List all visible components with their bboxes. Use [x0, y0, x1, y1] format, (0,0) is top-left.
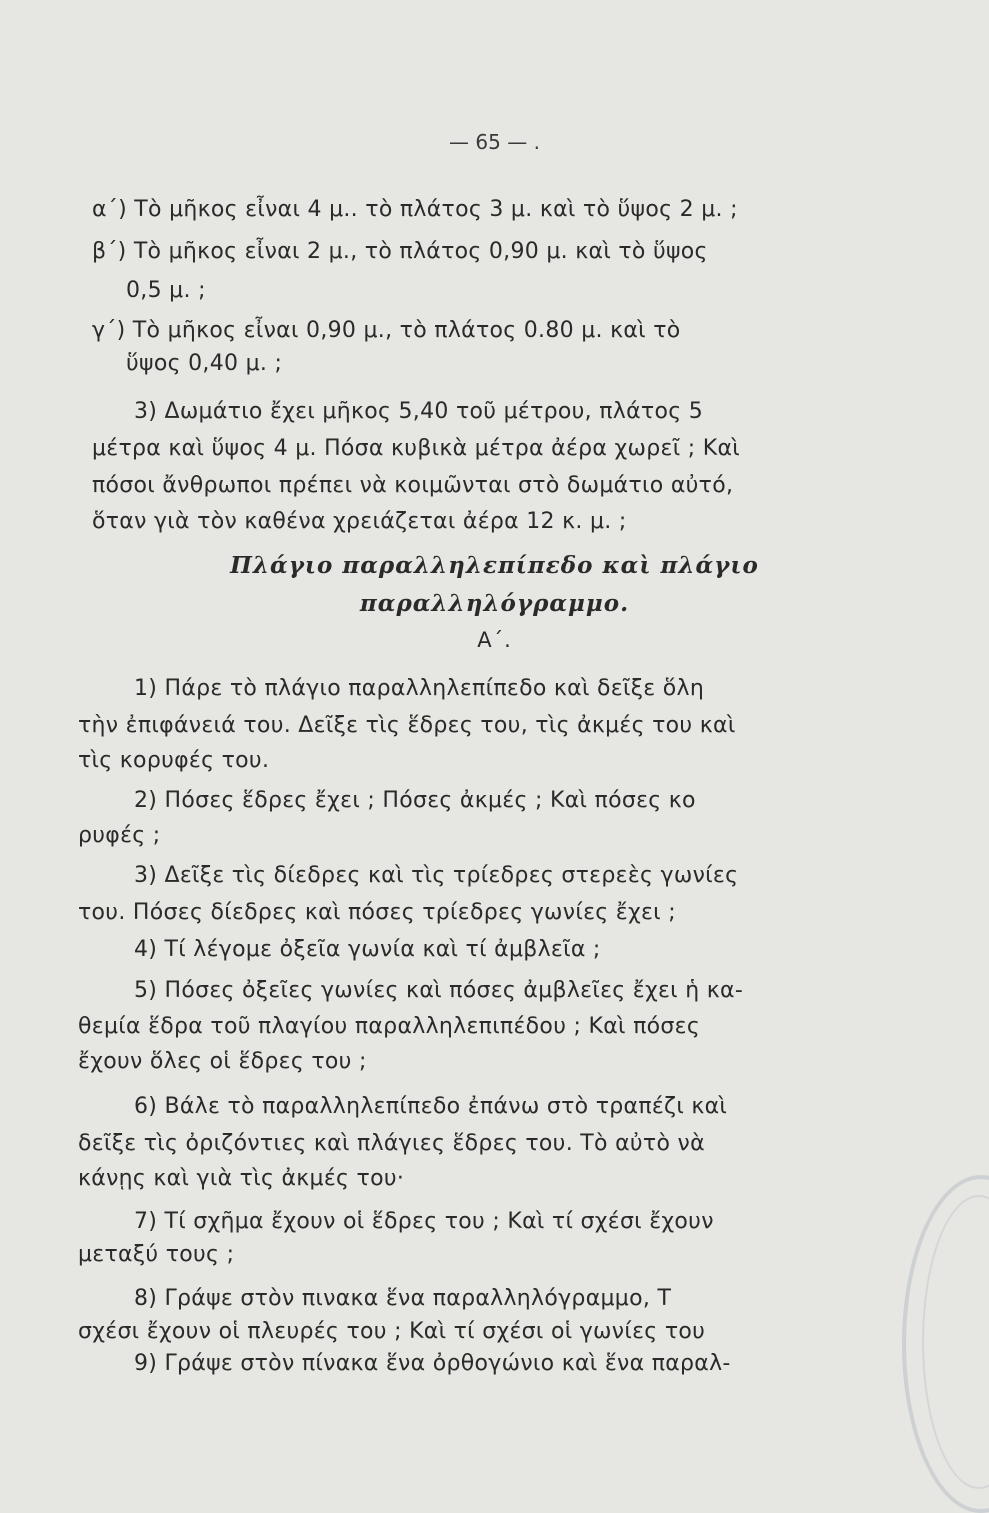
text-line: ὕψος 0,40 μ. ;	[126, 351, 283, 376]
text-line: σχέσι ἔχουν οἱ πλευρές του ; Καὶ τί σχέσι οἱ γωνίες του	[78, 1319, 706, 1344]
text-line: ἔχουν ὅλες οἱ ἕδρες του ;	[78, 1049, 367, 1074]
text-line: κάνῃς καὶ γιὰ τὶς ἀκμές του·	[78, 1166, 405, 1191]
text-line: 7) Τί σχῆμα ἔχουν οἱ ἕδρες του ; Καὶ τί σχέσι ἔχουν	[134, 1209, 714, 1234]
text-line: μέτρα καὶ ὕψος 4 μ. Πόσα κυβικὰ μέτρα ἀέρα χωρεῖ ; Καὶ	[92, 436, 741, 461]
text-line: ὅταν γιὰ τὸν καθένα χρειάζεται ἀέρα 12 κ. μ. ;	[92, 509, 627, 534]
text-line: δεῖξε τὶς ὀριζόντιες καὶ πλάγιες ἕδρες του. Τὸ αὐτὸ νὰ	[78, 1131, 705, 1156]
text-line: πόσοι ἄνθρωποι πρέπει νὰ κοιμῶνται στὸ δωμάτιο αὐτό,	[92, 473, 734, 498]
text-line: 2) Πόσες ἕδρες ἔχει ; Πόσες ἀκμές ; Καὶ πόσες κο	[134, 788, 696, 813]
text-line: θεμία ἕδρα τοῦ πλαγίου παραλληλεπιπέδου ; Καὶ πόσες	[78, 1014, 701, 1039]
text-line: τὶς κορυφές του.	[78, 748, 270, 773]
section-heading: Πλάγιο παραλληλεπίπεδο καὶ πλάγιο	[230, 552, 759, 579]
section-label: Α΄.	[477, 628, 512, 652]
page-number: — 65 — .	[449, 130, 540, 154]
text-line: τὴν ἐπιφάνειά του. Δεῖξε τὶς ἕδρες του, τὶς ἀκμές του καὶ	[78, 713, 736, 738]
text-line: μεταξύ τους ;	[78, 1242, 235, 1267]
text-line: του. Πόσες δίεδρες καὶ πόσες τρίεδρες γωνίες ἔχει ;	[78, 900, 676, 925]
text-line: β΄) Τὸ μῆκος εἶναι 2 μ., τὸ πλάτος 0,90 μ. καὶ τὸ ὕψος	[92, 239, 708, 264]
section-heading-continued: παραλληλόγραμμο.	[359, 590, 630, 617]
text-line: 5) Πόσες ὀξεῖες γωνίες καὶ πόσες ἀμβλεῖες ἔχει ἡ κα-	[134, 978, 744, 1003]
text-line: 4) Τί λέγομε ὀξεῖα γωνία καὶ τί ἀμβλεῖα ;	[134, 937, 601, 962]
text-line: 6) Βάλε τὸ παραλληλεπίπεδο ἐπάνω στὸ τραπέζι καὶ	[134, 1094, 728, 1119]
text-line: 0,5 μ. ;	[126, 278, 206, 303]
text-line: 3) Δεῖξε τὶς δίεδρες καὶ τὶς τρίεδρες στερεὲς γωνίες	[134, 863, 739, 888]
text-line: ρυφές ;	[78, 823, 161, 848]
text-line: 8) Γράψε στὸν πινακα ἕνα παραλληλόγραμμο, Τ	[134, 1286, 672, 1311]
text-line: 9) Γράψε στὸν πίνακα ἕνα ὀρθογώνιο καὶ ἕνα παραλ-	[134, 1351, 731, 1376]
text-line: 1) Πάρε τὸ πλάγιο παραλληλεπίπεδο καὶ δεῖξε ὅλη	[134, 676, 705, 701]
text-line: α΄) Τὸ μῆκος εἶναι 4 μ.. τὸ πλάτος 3 μ. καὶ τὸ ὕψος 2 μ. ;	[92, 197, 738, 222]
text-line: 3) Δωμάτιο ἔχει μῆκος 5,40 τοῦ μέτρου, πλάτος 5	[134, 399, 704, 424]
text-line: γ΄) Τὸ μῆκος εἶναι 0,90 μ., τὸ πλάτος 0.80 μ. καὶ τὸ	[92, 318, 681, 343]
